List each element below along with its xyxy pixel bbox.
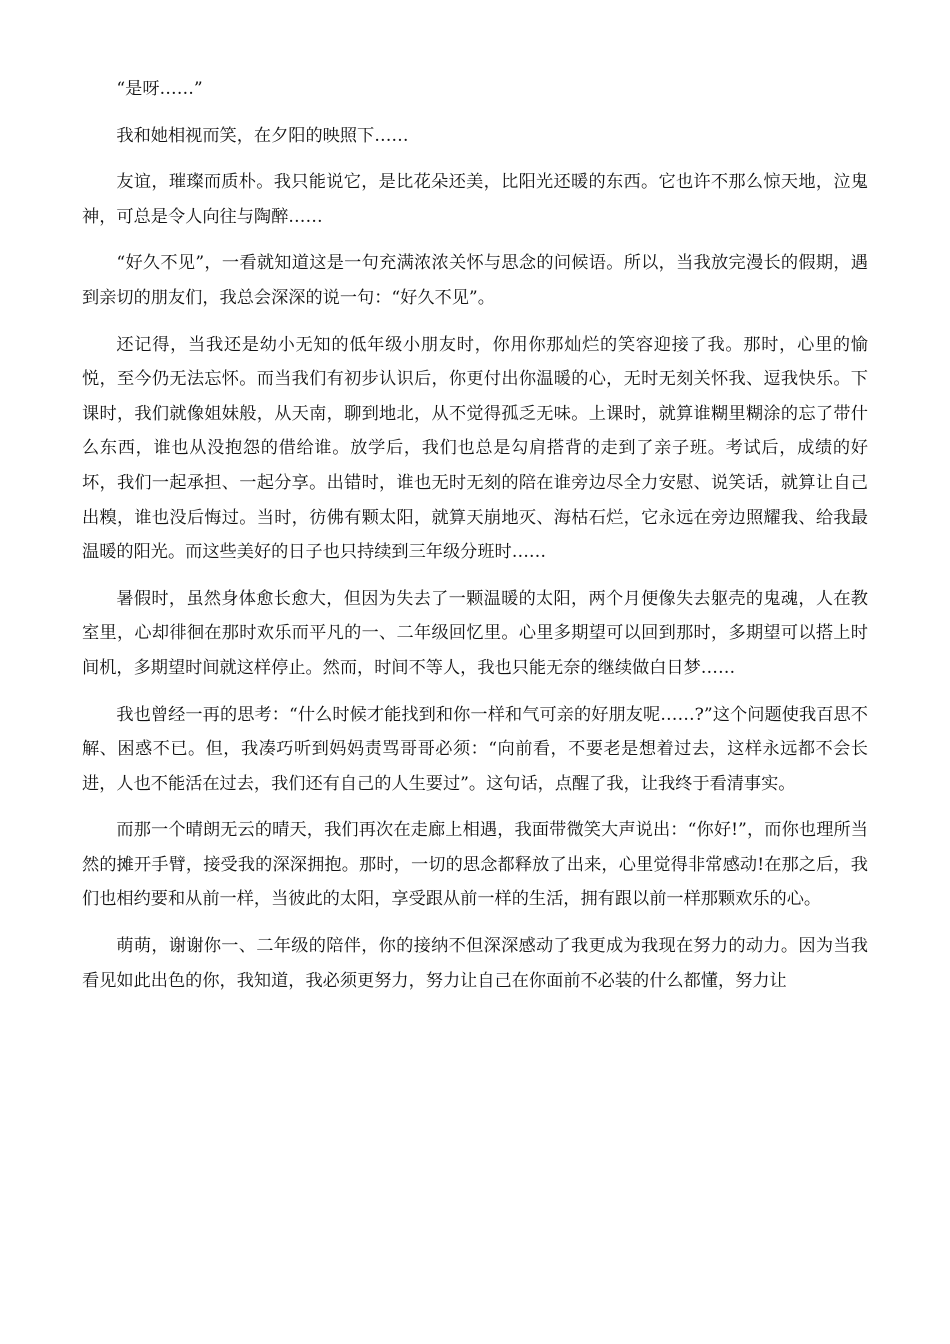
paragraph-8: 而那一个晴朗无云的晴天，我们再次在走廊上相遇，我面带微笑大声说出：“你好!”，而你也理所当然的摊开手臂，接受我的深深拥抱。那时，一切的思念都释放了出来，心里觉得非常感动!在那之后，我们也相约要和从前一样，当彼此的太阳，享受跟从前一样的生活，拥有跟以前一样那颗欢乐的心。 [82,820,868,910]
paragraph-3: 友谊，璀璨而质朴。我只能说它，是比花朵还美，比阳光还暖的东西。它也许不那么惊天地，泣鬼神，可总是令人向往与陶醉…… [82,172,868,227]
paragraph-9: 萌萌，谢谢你一、二年级的陪伴，你的接纳不但深深感动了我更成为我现在努力的动力。因为当我看见如此出色的你，我知道，我必须更努力，努力让自己在你面前不必装的什么都懂，努力让 [82,936,868,991]
document-body [82,72,868,1010]
paragraph-5: 还记得，当我还是幼小无知的低年级小朋友时，你用你那灿烂的笑容迎接了我。那时，心里的愉悦，至今仍无法忘怀。而当我们有初步认识后，你更付出你温暖的心，无时无刻关怀我、逗我快乐。下课时，我们就像姐妹般，从天南，聊到地北，从不觉得孤乏无味。上课时，就算谁糊里糊涂的忘了带什么东西，谁也从没抱怨的借给谁。放学后，我们也总是勾肩搭背的走到了亲子班。考试后，成绩的好坏，我们一起承担、一起分享。出错时，谁也无时无刻的陪在谁旁边尽全力安慰、说笑话，就算让自己出糗，谁也没后悔过。当时，彷佛有颗太阳，就算天崩地灭、海枯石烂，它永远在旁边照耀我、给我最温暖的阳光。而这些美好的日子也只持续到三年级分班时…… [82,334,868,563]
paragraph-1: “是呀……” [116,79,203,99]
paragraph-6: 暑假时，虽然身体愈长愈大，但因为失去了一颗温暖的太阳，两个月便像失去躯壳的鬼魂，人在教室里，心却徘徊在那时欢乐而平凡的一、二年级回忆里。心里多期望可以回到那时，多期望可以搭上时间机，多期望时间就这样停止。然而，时间不等人，我也只能无奈的继续做白日梦…… [82,588,868,678]
paragraph-2: 我和她相视而笑，在夕阳的映照下…… [116,125,409,146]
paragraph-7: 我也曾经一再的思考：“什么时候才能找到和你一样和气可亲的好朋友呢……?”这个问题使我百思不解、困惑不已。但，我凑巧听到妈妈责骂哥哥必须：“向前看，不要老是想着过去，这样永远都不会长进，人也不能活在过去，我们还有自己的人生要过”。这句话，点醒了我，让我终于看清事实。 [82,704,868,794]
paragraph-4: “好久不见”，一看就知道这是一句充满浓浓关怀与思念的问候语。所以，当我放完漫长的假期，遇到亲切的朋友们，我总会深深的说一句：“好久不见”。 [82,253,868,308]
